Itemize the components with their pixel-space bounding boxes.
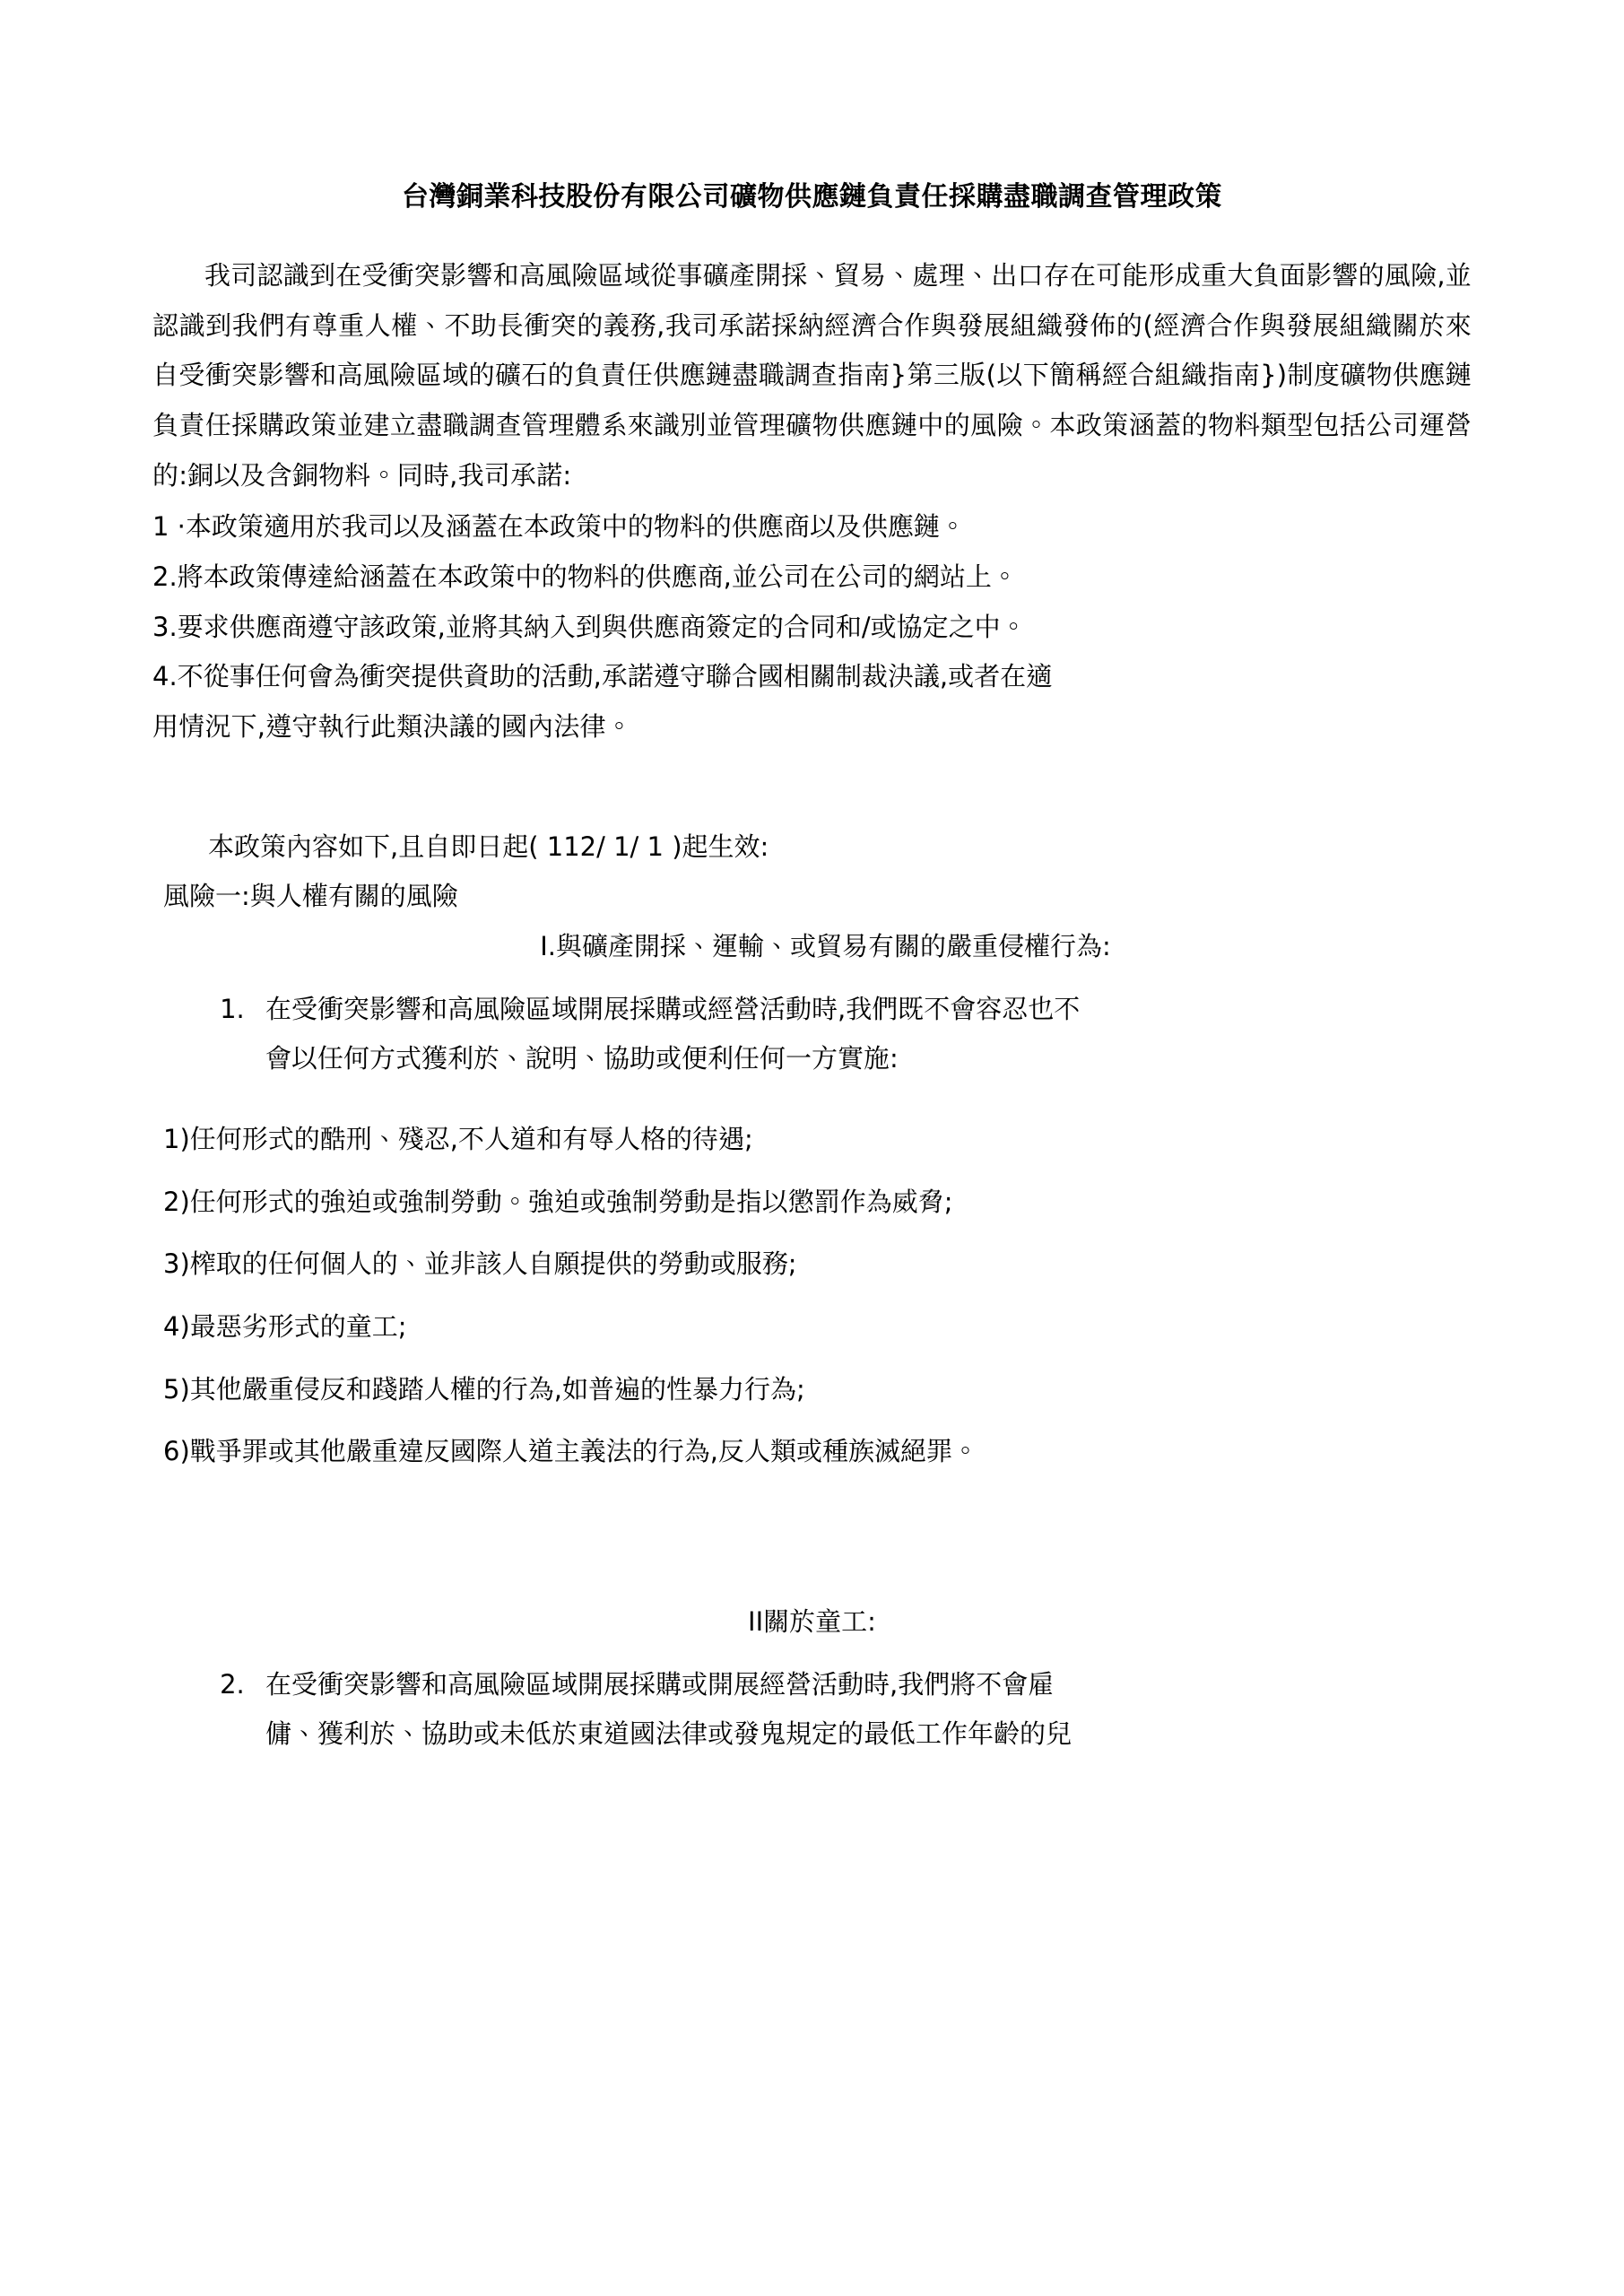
sub-item-2: 2)任何形式的強迫或強制勞動。強迫或強制勞動是指以懲罰作為威脅; <box>163 1186 953 1217</box>
commitment-item-2: 2.將本政策傳達給涵蓋在本政策中的物料的供應商,並公司在公司的網站上。 <box>152 561 1018 593</box>
risk-section-heading: 風險一:與人權有關的風險 <box>163 881 458 912</box>
sub-item-6: 6)戰爭罪或其他嚴重違反國際人道主義法的行為,反人類或種族滅絕罪。 <box>163 1436 978 1467</box>
sub-item-5: 5)其他嚴重侵反和踐踏人權的行為,如普遍的性暴力行為; <box>163 1373 805 1405</box>
list-item <box>253 1660 1472 1760</box>
page-title: 台灣銅業科技股份有限公司礦物供應鏈負責任採購盡職調查管理政策 <box>402 181 1222 213</box>
intro-paragraph: 我司認識到在受衝突影響和高風險區域從事礦產開採、貿易、處理、出口存在可能形成重大負面影響的風險,並認識到我們有尊重人權、不助長衝突的義務,我司承諾採納經濟合作與發展組織發佈的(經濟合作與發展組織關於來自受衝突影響和高風險區域的礦石的負責任供應鏈盡職調查指南}第三版(以下簡稱經合組織指南})制度礦物供應鏈負責任採購政策並建立盡職調查管理體系來識別並管理礦物供應鏈中的風險。本政策涵蓋的物料類型包括公司運營的:銅以及含銅物料。同時,我司承諾: <box>152 260 1472 491</box>
section-spacer-1 <box>152 752 1472 822</box>
item-2-line-1: 在受衝突影響和高風險區域開展採購或開展經營活動時,我們將不會雇 <box>265 1668 1055 1700</box>
commitment-item-1: 1 ·本政策適用於我司以及涵蓋在本政策中的物料的供應商以及供應鏈。 <box>152 511 966 543</box>
sub-item-4: 4)最惡劣形式的童工; <box>163 1311 407 1343</box>
section-spacer-2 <box>152 1490 1472 1597</box>
commitment-item-4: 4.不從事任何會為衝突提供資助的活動,承諾遵守聯合國相關制裁決議,或者在適 <box>152 661 1053 692</box>
item-1-line-2: 會以任何方式獲利於、說明、協助或便利任何一方實施: <box>265 1043 899 1074</box>
effective-date-line: 本政策內容如下,且自即日起( 112/ 1/ 1 )起生效: <box>208 831 769 862</box>
list-item <box>253 985 1472 1084</box>
commitment-item-3: 3.要求供應商遵守該政策,並將其納入到與供應商簽定的合同和/或協定之中。 <box>152 611 1027 642</box>
main-numbered-list-2 <box>152 1660 1472 1760</box>
item-2-line-2: 傭、獲利於、協助或未低於東道國法律或發鬼規定的最低工作年齡的兒 <box>265 1718 1073 1750</box>
main-numbered-list-1 <box>152 985 1472 1084</box>
commitment-item-4-continuation: 用情況下,遵守執行此類決議的國內法律。 <box>152 711 633 743</box>
sub-item-3: 3)榨取的任何個人的、並非該人自願提供的勞動或服務; <box>163 1248 797 1280</box>
sub-item-1: 1)任何形式的酷刑、殘忍,不人道和有辱人格的待遇; <box>163 1124 753 1155</box>
section-ii-heading: II關於童工: <box>748 1606 876 1638</box>
section-i-heading: I.與礦產開採、運輸、或貿易有關的嚴重侵權行為: <box>540 931 1111 962</box>
sub-items-list <box>152 1115 1472 1477</box>
item-1-line-1: 在受衝突影響和高風險區域開展採購或經營活動時,我們既不會容忍也不 <box>265 993 1081 1024</box>
